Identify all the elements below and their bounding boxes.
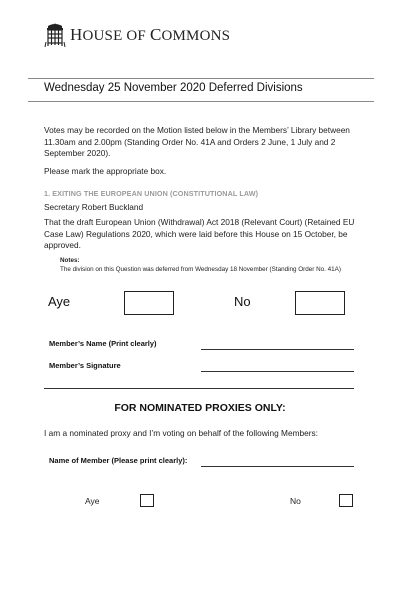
title-top-rule [28,78,374,79]
intro-text: Votes may be recorded on the Motion listed below in the Members’ Library between 11.30am and 2.00pm (Standing Order No. 41A and Orders 2 June, 1 July and 2 September 2020). [44,125,350,158]
page-title: Wednesday 25 November 2020 Deferred Divisions [44,82,303,94]
no-checkbox[interactable] [295,291,345,315]
portcullis-icon [44,22,66,48]
aye-checkbox[interactable] [124,291,174,315]
aye-label: Aye [48,294,71,309]
motion-heading: 1. EXITING THE EUROPEAN UNION (CONSTITUTIONAL LAW) [44,189,259,198]
proxy-no-label: No [290,496,301,506]
proxy-aye-checkbox[interactable] [140,494,154,507]
member-name-field[interactable] [201,349,354,350]
org-name: HOUSE OF COMMONS [70,25,231,44]
motion-mover: Secretary Robert Buckland [44,202,144,212]
proxy-member-name-field[interactable] [201,466,354,467]
title-bottom-rule [28,101,374,102]
member-signature-label: Member’s Signature [49,361,121,370]
section-divider [44,388,354,389]
no-label: No [234,294,251,309]
proxy-no-checkbox[interactable] [339,494,353,507]
proxy-member-name-label: Name of Member (Please print clearly): [49,456,188,465]
proxy-statement: I am a nominated proxy and I’m voting on behalf of the following Members: [44,428,318,438]
notes-label: Notes: [60,257,80,264]
proxy-heading: FOR NOMINATED PROXIES ONLY: [114,402,286,414]
house-of-commons-logo [44,20,230,50]
motion-text: That the draft European Union (Withdrawal) Act 2018 (Relevant Court) (Retained EU Case Law) Regulations 2020, which were laid before this House on 15 October, be approved. [44,217,355,250]
notes-text: The division on this Question was deferred from Wednesday 18 November (Standing Order No. 41A) [60,266,341,273]
member-signature-field[interactable] [201,371,354,372]
instruction-text: Please mark the appropriate box. [44,166,167,176]
proxy-aye-label: Aye [85,496,100,506]
member-name-label: Member’s Name (Print clearly) [49,339,157,348]
